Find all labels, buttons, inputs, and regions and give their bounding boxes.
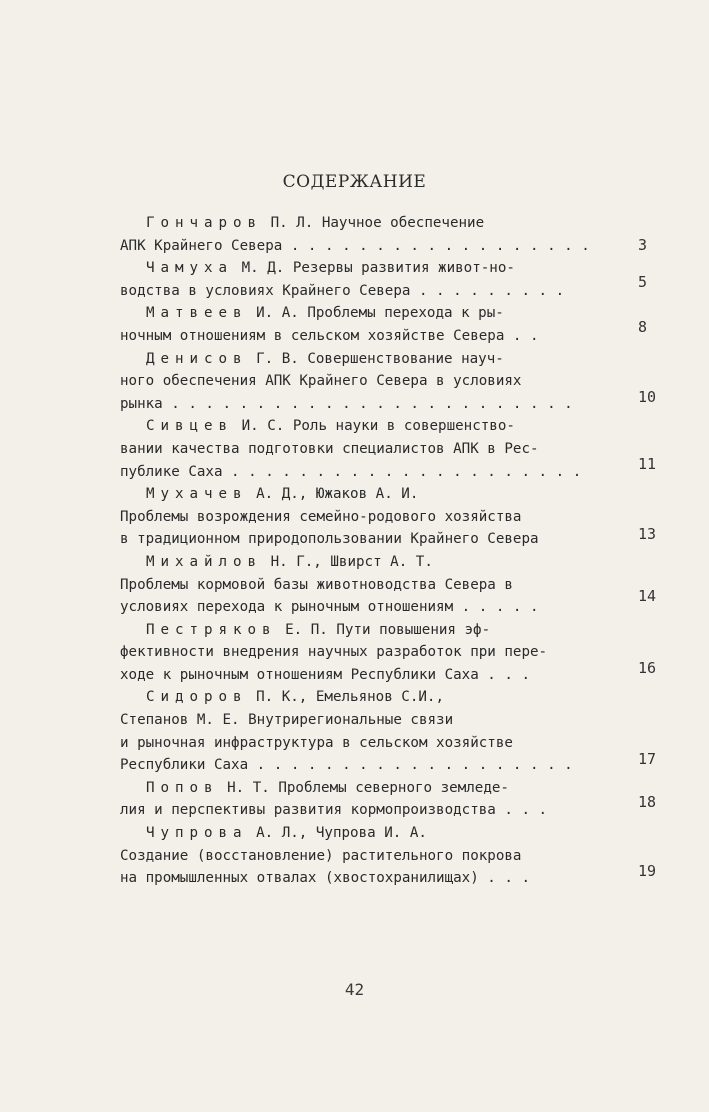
toc-line: и рыночная инфраструктура в сельском хозяйстве	[120, 734, 513, 751]
toc-line: Степанов М. Е. Внутрирегиональные связи	[120, 712, 454, 729]
toc-line-text: И. С. Роль науки в совершенство-	[241, 418, 515, 435]
toc-entry-first-line	[120, 551, 615, 574]
toc-author: Денисов	[146, 350, 248, 367]
toc-entry	[120, 348, 657, 416]
toc-entry	[120, 619, 657, 687]
contents-title: СОДЕРЖАНИЕ	[282, 172, 427, 192]
toc-line: Проблемы возрождения семейно-родового хозяйства	[120, 508, 522, 525]
toc-page-number: 11	[638, 455, 657, 474]
toc-line: публике Саха . . . . . . . . . . . . . . . . . . . . .	[120, 463, 582, 480]
toc-page-number: 13	[638, 525, 657, 544]
toc-entry-first-line	[120, 212, 615, 235]
toc-line: Республики Саха . . . . . . . . . . . . . . . . . . .	[120, 757, 573, 774]
toc-author: Попов	[146, 779, 219, 796]
toc-line: вании качества подготовки специалистов АПК в Рес-	[120, 440, 539, 457]
toc-line: ного обеспечения АПК Крайнего Севера в условиях	[120, 373, 522, 390]
toc-author: Михайлов	[146, 553, 263, 570]
toc-line-text: Н. Г., Швирст А. Т.	[270, 553, 433, 570]
toc-entry	[120, 483, 657, 551]
toc-entry	[120, 777, 657, 822]
toc-page-number: 10	[638, 387, 657, 406]
toc-entry-first-line	[120, 348, 615, 371]
toc-line: условиях перехода к рыночным отношениям . . . . .	[120, 599, 539, 616]
toc-line: фективности внедрения научных разработок при пере-	[120, 644, 548, 661]
toc-author: Мухачев	[146, 486, 248, 503]
toc-author: Пестряков	[146, 621, 277, 638]
toc-entry-first-line	[120, 302, 615, 325]
toc-entry-first-line	[120, 777, 615, 800]
toc-page-number: 8	[638, 318, 648, 337]
toc-page-number: 17	[638, 750, 657, 769]
toc-line: лия и перспективы развития кормопроизводства . . .	[120, 802, 548, 819]
toc-line: Создание (восстановление) растительного покрова	[120, 847, 522, 864]
toc-page-number: 18	[638, 792, 657, 811]
toc-entry	[120, 302, 648, 347]
toc-entry-first-line	[120, 686, 615, 709]
toc-line: на промышленных отвалах (хвостохранилищах) . . .	[120, 870, 530, 887]
toc-page-number: 5	[638, 273, 648, 292]
toc-entry-first-line	[120, 415, 615, 438]
toc-page-number: 3	[638, 236, 648, 254]
page-number: 42	[344, 980, 365, 999]
toc-entry	[120, 686, 657, 776]
toc-line-text: П. К., Емельянов С.И.,	[256, 689, 445, 706]
toc-entry	[120, 822, 657, 890]
table-of-contents	[120, 212, 657, 890]
toc-author: Сидоров	[146, 689, 248, 706]
toc-page-number: 16	[638, 658, 657, 677]
toc-line-text: Е. П. Пути повышения эф-	[285, 621, 491, 638]
toc-entry	[120, 257, 648, 302]
toc-line-text: Г. В. Совершенствование науч-	[256, 350, 504, 367]
toc-entry-first-line	[120, 257, 615, 280]
toc-line: АПК Крайнего Севера . . . . . . . . . . . . . . . . . .	[120, 237, 590, 254]
toc-author: Матвеев	[146, 305, 248, 322]
toc-entry-first-line	[120, 619, 615, 642]
toc-line: ходе к рыночным отношениям Республики Саха . . .	[120, 666, 530, 683]
toc-page-number: 14	[638, 586, 657, 605]
toc-line: Проблемы кормовой базы животноводства Севера в	[120, 576, 513, 593]
toc-author: Сивцев	[146, 418, 234, 435]
toc-line: в традиционном природопользовании Крайнего Севера	[120, 531, 539, 548]
toc-line-text: И. А. Проблемы перехода к ры-	[256, 305, 504, 322]
toc-line-text: М. Д. Резервы развития живот-но-	[241, 260, 515, 277]
toc-line-text: А. Д., Южаков А. И.	[256, 486, 419, 503]
toc-line-text: П. Л. Научное обеспечение	[270, 215, 485, 231]
toc-entry	[120, 212, 648, 257]
toc-author: Чупрова	[146, 825, 248, 842]
toc-page-number: 19	[638, 862, 657, 881]
toc-line-text: Н. Т. Проблемы северного земледе-	[227, 779, 509, 796]
toc-author: Чамуха	[146, 260, 234, 277]
toc-entry-first-line	[120, 822, 615, 845]
toc-line-text: А. Л., Чупрова И. А.	[256, 825, 427, 842]
toc-entry	[120, 415, 657, 483]
toc-line: ночным отношениям в сельском хозяйстве Севера . .	[120, 327, 539, 344]
toc-entry	[120, 551, 657, 619]
toc-line: рынка . . . . . . . . . . . . . . . . . . . . . . . .	[120, 395, 573, 412]
toc-author: Гончаров	[146, 215, 263, 231]
toc-entry-first-line	[120, 483, 615, 506]
toc-line: водства в условиях Крайнего Севера . . . . . . . . .	[120, 282, 565, 299]
